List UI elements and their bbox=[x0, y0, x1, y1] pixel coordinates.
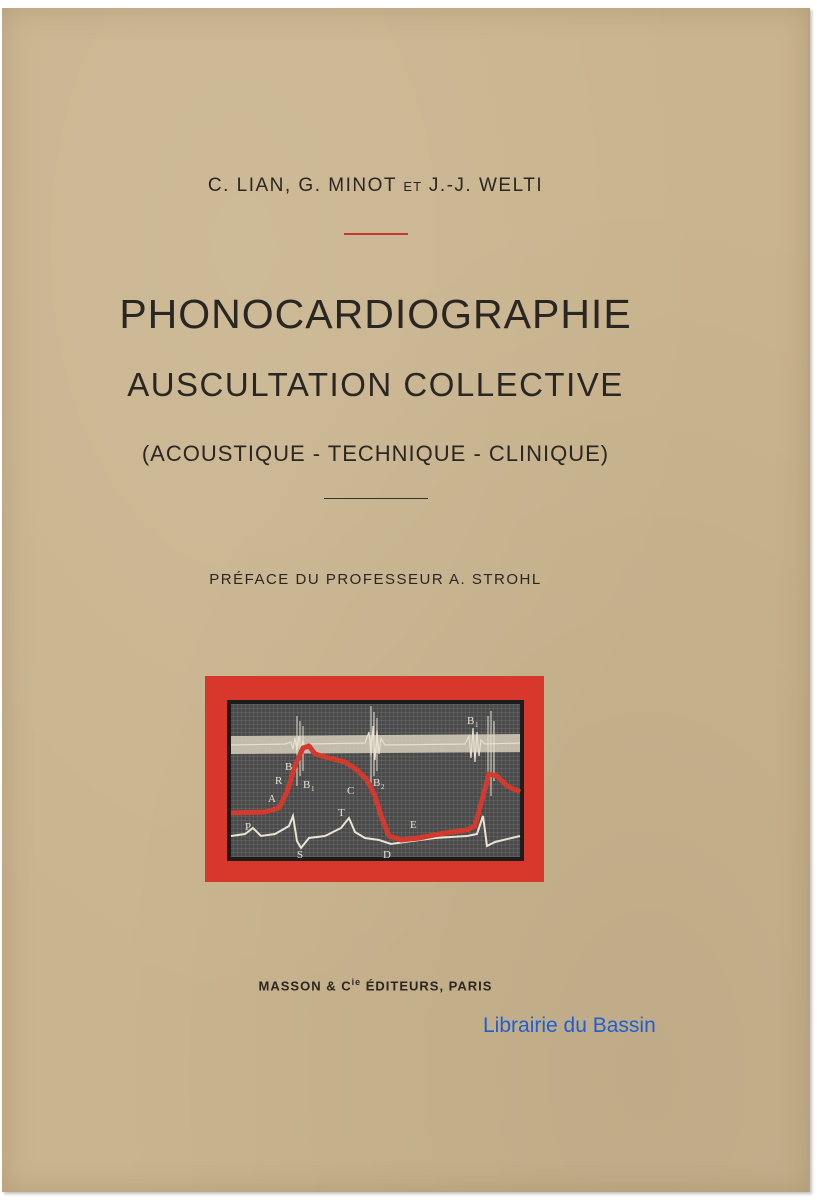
label-t: T bbox=[338, 807, 345, 819]
publisher-name: MASSON & C bbox=[258, 978, 352, 994]
label-s: S bbox=[297, 849, 304, 861]
label-b1-sub: 1 bbox=[311, 785, 315, 793]
dark-divider bbox=[324, 498, 428, 499]
phonocardiogram-illustration bbox=[205, 676, 544, 882]
authors-part2: J.-J. WELTI bbox=[428, 175, 544, 196]
publisher-sup: ie bbox=[351, 977, 362, 987]
title-line-1: PHONOCARDIOGRAPHIE bbox=[119, 291, 632, 337]
authors-joiner: ET bbox=[403, 179, 423, 194]
red-divider bbox=[344, 233, 408, 235]
label-r: R bbox=[275, 775, 283, 787]
preface-line: PRÉFACE DU PROFESSEUR A. STROHL bbox=[209, 571, 542, 588]
publisher-line bbox=[2, 977, 749, 993]
label-a: A bbox=[268, 793, 276, 805]
subtitle: (ACOUSTIQUE - TECHNIQUE - CLINIQUE) bbox=[141, 441, 610, 466]
label-b2: B bbox=[373, 777, 381, 789]
label-b1-right: B bbox=[467, 715, 475, 727]
title-line-2: AUSCULTATION COLLECTIVE bbox=[127, 366, 624, 403]
authors-part1: C. LIAN, G. MINOT bbox=[207, 175, 397, 196]
bookseller-watermark: Librairie du Bassin bbox=[483, 1014, 656, 1037]
label-c: C bbox=[347, 785, 355, 797]
label-b: B bbox=[285, 761, 293, 773]
label-p: P bbox=[245, 821, 252, 833]
label-b2-sub: 2 bbox=[381, 783, 385, 791]
publisher-city: ÉDITEURS, PARIS bbox=[361, 978, 493, 994]
label-e: E bbox=[410, 819, 417, 831]
label-d: D bbox=[383, 849, 391, 861]
label-b1: B bbox=[303, 779, 311, 791]
book-cover bbox=[2, 8, 810, 1192]
label-b1-right-sub: 1 bbox=[475, 721, 479, 729]
authors-line bbox=[2, 175, 749, 197]
